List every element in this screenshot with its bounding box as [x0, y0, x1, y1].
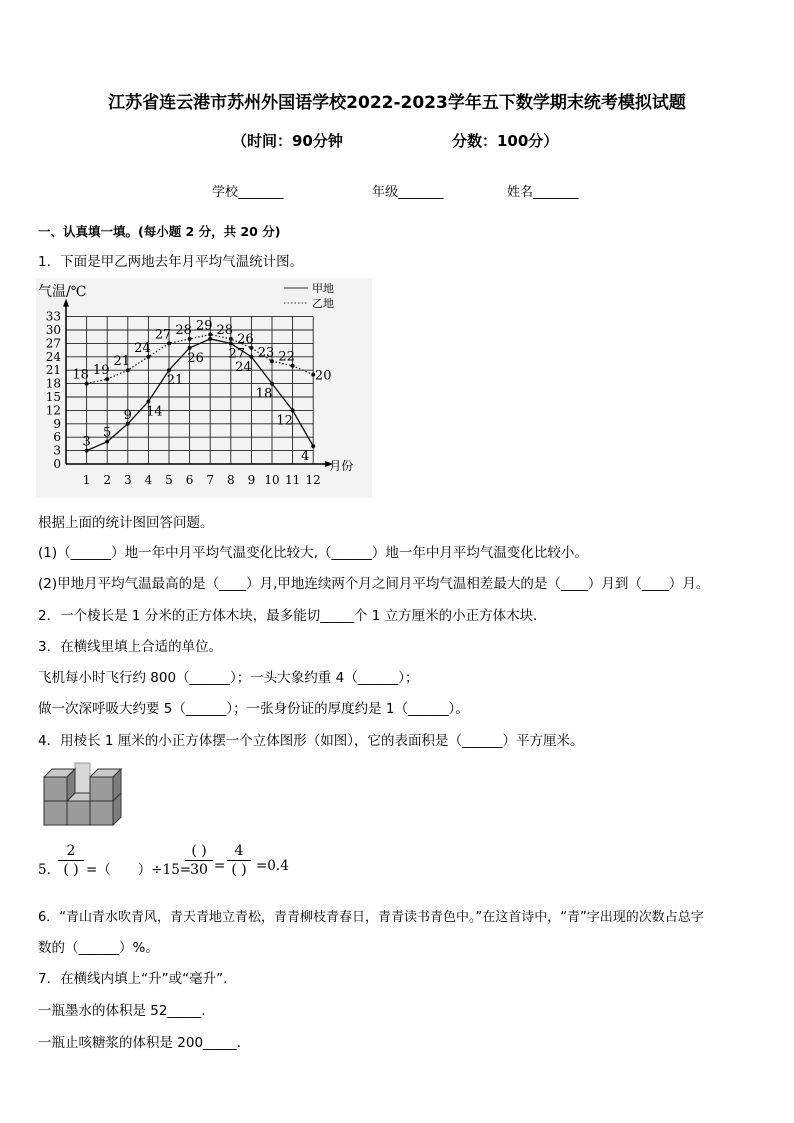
question-3-line-2: 做一次深呼吸大约要 5（______）；一张身份证的厚度约是 1（______）。: [38, 701, 469, 717]
fraction-1-numerator: 2: [66, 843, 76, 859]
y-tick-label: 3: [53, 443, 61, 458]
question-7: 7．在横线内填上“升”或“毫升”．: [38, 971, 237, 987]
question-4: 4．用棱长 1 厘米的小正方体摆一个立体图形（如图），它的表面积是（______）平方厘米。: [38, 733, 584, 749]
x-tick-label: 9: [247, 473, 256, 487]
question-3: 3．在横线里填上合适的单位。: [38, 639, 223, 655]
legend-label: 甲地: [312, 282, 334, 295]
data-label: 28: [175, 322, 192, 338]
data-label: 21: [113, 354, 131, 370]
data-label: 21: [166, 373, 184, 389]
fraction-3-denominator: ( ): [231, 862, 247, 878]
question-6-line-2: 数的（______）%。: [38, 940, 159, 956]
fraction-3: [227, 843, 251, 878]
question-1-prompt: 根据上面的统计图回答问题。: [38, 515, 214, 531]
question-1: 1．下面是甲乙两地去年月平均气温统计图。: [38, 254, 304, 270]
question-2: 2．一个棱长是 1 分米的正方体木块，最多能切_____个 1 立方厘米的小正方体木块．: [38, 608, 547, 624]
data-label: 24: [134, 340, 151, 356]
question-3-line-1: 飞机每小时飞行约 800（______）；一头大象约重 4（______）；: [38, 670, 419, 686]
x-tick-label: 11: [284, 473, 301, 487]
x-tick-label: 5: [165, 473, 173, 487]
name-field[interactable]: 姓名_______: [507, 185, 579, 200]
data-label: 5: [103, 425, 112, 441]
data-label: 29: [195, 318, 213, 334]
fraction-2-numerator: ( ): [191, 843, 207, 859]
question-5-middle: =（ ）÷15=: [86, 862, 192, 878]
exam-title: 江苏省连云港市苏州外国语学校2022-2023学年五下数学期末统考模拟试题: [108, 93, 686, 113]
data-label: 22: [278, 349, 295, 365]
fraction-1-denominator: ( ): [63, 862, 79, 878]
temperature-chart: [36, 278, 372, 498]
x-tick-label: 4: [144, 473, 153, 487]
y-tick-label: 6: [53, 430, 61, 445]
question-1-part-2: (2)甲地月平均气温最高的是（____）月,甲地连续两个月之间月平均气温相差最大的是（____）月到（____）月。: [38, 576, 710, 592]
y-tick-label: 24: [45, 349, 61, 364]
fraction-2: [185, 843, 213, 878]
x-tick-label: 10: [264, 473, 280, 487]
data-label: 23: [257, 345, 275, 361]
question-7-line-1: 一瓶墨水的体积是 52_____.: [38, 1003, 206, 1019]
data-point: [270, 382, 274, 386]
question-5-equals: =: [214, 858, 226, 874]
cube-figure-image: [40, 757, 134, 829]
y-tick-label: 12: [45, 403, 61, 418]
grade-field[interactable]: 年级_______: [372, 185, 444, 200]
y-tick-label: 27: [45, 336, 61, 351]
y-tick-label: 21: [45, 363, 61, 378]
question-1-part-1: (1)（______）地一年中月平均气温变化比较大,（______）地一年中月平均气温变化比较小。: [38, 545, 588, 561]
y-tick-label: 15: [45, 390, 61, 404]
data-label: 3: [82, 434, 91, 450]
fraction-2-denominator: 30: [190, 862, 208, 878]
school-field[interactable]: 学校_______: [212, 185, 284, 200]
data-label: 9: [123, 407, 132, 423]
exam-time: （时间：90分钟: [232, 132, 343, 150]
y-tick-label: 18: [45, 376, 61, 391]
question-6-line-1: 6．“青山青水吹青风，青天青地立青松，青青柳枝青春日，青青读书青色中。”在这首诗中，“青”字出现的次数占总字: [38, 910, 704, 925]
section-heading: 一、认真填一填。(每小题 2 分，共 20 分): [38, 224, 281, 239]
data-label: 4: [301, 449, 310, 465]
y-tick-label: 30: [45, 323, 61, 337]
data-label: 14: [146, 404, 163, 420]
data-point: [291, 408, 295, 412]
y-axis-title: 气温/℃: [38, 284, 87, 300]
data-label: 20: [314, 368, 332, 384]
data-label: 18: [72, 367, 89, 383]
exam-score: 分数：100分）: [452, 132, 559, 150]
y-tick-label: 33: [45, 309, 61, 324]
x-tick-label: 7: [206, 473, 215, 487]
data-label: 12: [276, 413, 293, 429]
data-point: [311, 444, 315, 448]
x-tick-label: 2: [103, 473, 112, 487]
y-tick-label: 9: [53, 416, 61, 431]
x-tick-label: 3: [123, 473, 132, 487]
data-point: [208, 337, 212, 341]
data-label: 27: [154, 327, 172, 343]
data-label: 28: [216, 322, 234, 338]
x-axis-title: 月份: [329, 459, 354, 473]
data-point: [167, 368, 171, 372]
y-tick-label: 0: [53, 457, 61, 471]
data-label: 19: [92, 363, 110, 379]
data-point: [229, 341, 233, 345]
question-5-end: =0.4: [256, 858, 289, 874]
question-5-number: 5．: [38, 862, 61, 878]
fraction-1: [58, 843, 84, 878]
data-label: 27: [228, 346, 246, 362]
x-tick-label: 6: [185, 473, 194, 487]
data-label: 26: [237, 331, 254, 347]
data-label: 24: [235, 359, 252, 375]
data-point: [188, 346, 192, 350]
x-tick-label: 1: [82, 473, 91, 487]
data-point: [146, 399, 150, 403]
fraction-3-numerator: 4: [234, 843, 244, 859]
data-label: 18: [255, 386, 273, 402]
data-point: [249, 355, 253, 359]
x-tick-label: 12: [305, 473, 321, 487]
question-7-line-2: 一瓶止咳糖浆的体积是 200_____.: [38, 1035, 242, 1051]
x-tick-label: 8: [226, 473, 235, 487]
legend-label: 乙地: [312, 297, 334, 310]
data-label: 26: [187, 350, 204, 366]
